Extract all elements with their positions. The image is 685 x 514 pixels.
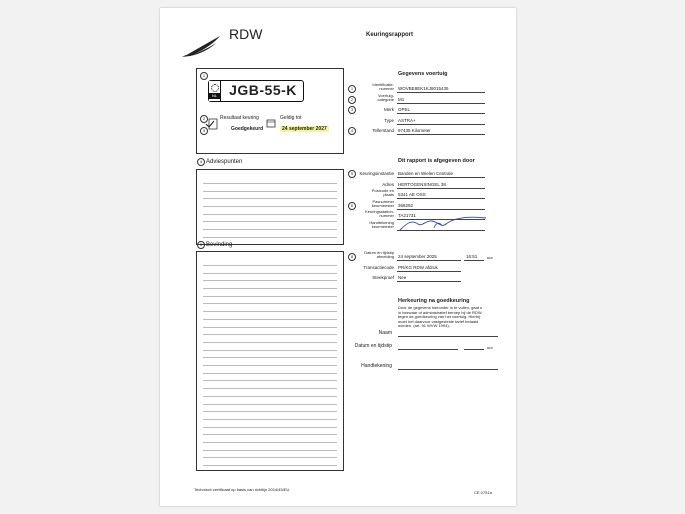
gegevens-row-underline (397, 92, 485, 93)
gegevens-row-label: Voertuig- categorie (377, 92, 394, 102)
afgegeven-row-value: TA21731 (398, 213, 416, 218)
gegevens-row-value: 97435 Kilometer (398, 128, 431, 133)
result-value: Goedgekeurd (231, 126, 264, 132)
afgegeven-row-underline (397, 188, 485, 189)
country-code: NL (209, 93, 220, 99)
afgegeven-row-underline (397, 219, 485, 220)
datum-label: Datum en tijdstip (354, 343, 392, 349)
naam-field[interactable] (398, 336, 498, 337)
report-sheet (160, 8, 516, 506)
gegevens-row-underline (397, 134, 485, 135)
section-number: 1 (200, 72, 208, 80)
datum-row-number: 8 (348, 253, 356, 261)
bevinding-number: 5 (197, 241, 205, 249)
afgegeven-row-label: Adres (382, 181, 394, 187)
datum-row-time-underline (464, 260, 484, 261)
datum-row-label: Transactiecode (363, 264, 394, 270)
afgegeven-row-value: 368292 (398, 202, 414, 208)
gegevens-row-label: Identificatie- nummer (372, 82, 394, 92)
herkeuring-heading: Herkeuring na goedkeuring (398, 298, 470, 304)
valid-label: Geldig tot (280, 115, 302, 121)
afgegeven-row-number: 6 (348, 202, 356, 210)
bevinding-box (196, 251, 344, 471)
afgegeven-row-value: 5341 AE OSS (398, 192, 426, 197)
datum-row-value: Nee (398, 275, 407, 280)
afgegeven-heading: Dit rapport is afgegeven door (398, 158, 475, 164)
datum-row-value: PR/KG RDW afdruk (398, 264, 438, 270)
gegevens-row-underline (397, 124, 485, 125)
datum-row-underline (397, 281, 461, 282)
gegevens-row-number: 3 (348, 106, 356, 114)
gegevens-row-underline (397, 113, 485, 114)
afgegeven-row-number: 5 (348, 170, 356, 178)
datum-row-time: 16:51 (466, 254, 478, 259)
datum-row-unit: uur (487, 255, 493, 260)
datum-row-label: Datum en tijdstip afmelding (364, 250, 394, 260)
advies-number: 4 (197, 158, 205, 166)
footer-right: CE 0751a (474, 490, 492, 495)
afgegeven-row-underline (397, 177, 485, 178)
footer-left: Technisch certificaat op basis van richtlijn 2014/45/EU (194, 487, 290, 492)
datum-unit: uur (487, 345, 493, 350)
result-label: Resultaat keuring (220, 115, 259, 121)
section-number: 2 (200, 115, 208, 123)
plate-number: JGB-55-K (229, 82, 297, 98)
eu-band (209, 81, 221, 101)
tijd-field[interactable] (464, 349, 484, 350)
datum-row-label: Steekproef (372, 275, 394, 280)
gegevens-row-label: Tellerstand (372, 128, 394, 133)
page-title: Keuringsrapport (366, 32, 414, 38)
herkeuring-text: Door de gegevens hieronder in te vullen, gaat u in bezwaar of administratief beroep bij de RDW tegen de goedkeuring van het voertuig. Hierbij moet het daarvoor vastgestelde tarief betaald worden. (art. 91 WVW 1994). (398, 305, 483, 329)
gegevens-row-value: ASTRA+ (398, 117, 416, 123)
naam-label: Naam (378, 330, 392, 336)
afgegeven-row-underline (397, 198, 485, 199)
afgegeven-row-label: Postcode en plaats (371, 188, 394, 198)
afgegeven-row-value: Banden en Wielen Centrale (398, 171, 454, 176)
gegevens-row-number: 2 (348, 96, 356, 104)
gegevens-row-value: OPEL (398, 107, 411, 112)
gegevens-row-label: Merk (384, 107, 394, 112)
brand-name: RDW (229, 26, 263, 42)
gegevens-heading: Gegevens voertuig (398, 71, 448, 77)
gegevens-row-value: WOVBE8EK1KJ8015435 (398, 86, 449, 91)
datum-row-underline (397, 260, 461, 261)
gegevens-row-number: 4 (348, 127, 356, 135)
afgegeven-row-label: Pasnummer keurmeester (371, 198, 394, 208)
bevinding-lines (203, 258, 337, 466)
datum-row-underline (397, 271, 461, 272)
handtekening-label: Handtekening (361, 363, 392, 369)
datum-row-value: 24 september 2025 (398, 254, 437, 259)
calendar-icon (266, 118, 278, 128)
advies-title: Adviespunten (206, 159, 243, 165)
afgegeven-row-label: Handtekening keurmeester (369, 219, 394, 229)
afgegeven-row-value: HERTOGENSINGEL 38 (398, 181, 446, 187)
afgegeven-row-label: Keuringsinstantie (359, 171, 394, 176)
advies-box (196, 169, 344, 245)
section-number: 3 (200, 127, 208, 135)
gegevens-row-number: 1 (348, 85, 356, 93)
valid-value: 24 september 2027 (282, 126, 327, 132)
datum-field[interactable] (398, 349, 458, 350)
bevinding-title: Bevinding (206, 242, 233, 248)
gegevens-row-value: M1 (398, 96, 405, 102)
license-plate (208, 80, 304, 102)
rdw-feather-logo (180, 33, 226, 59)
advies-lines (203, 176, 337, 240)
afgegeven-row-underline (397, 209, 485, 210)
checkmark-document-icon (205, 118, 219, 130)
eu-stars-icon (211, 84, 219, 92)
afgegeven-row-label: Keuringsstation- nummer (365, 209, 394, 219)
gegevens-row-label: Type (384, 117, 394, 123)
handtekening-field[interactable] (398, 369, 498, 370)
gegevens-row-underline (397, 103, 485, 104)
afgegeven-row-underline (397, 230, 485, 231)
